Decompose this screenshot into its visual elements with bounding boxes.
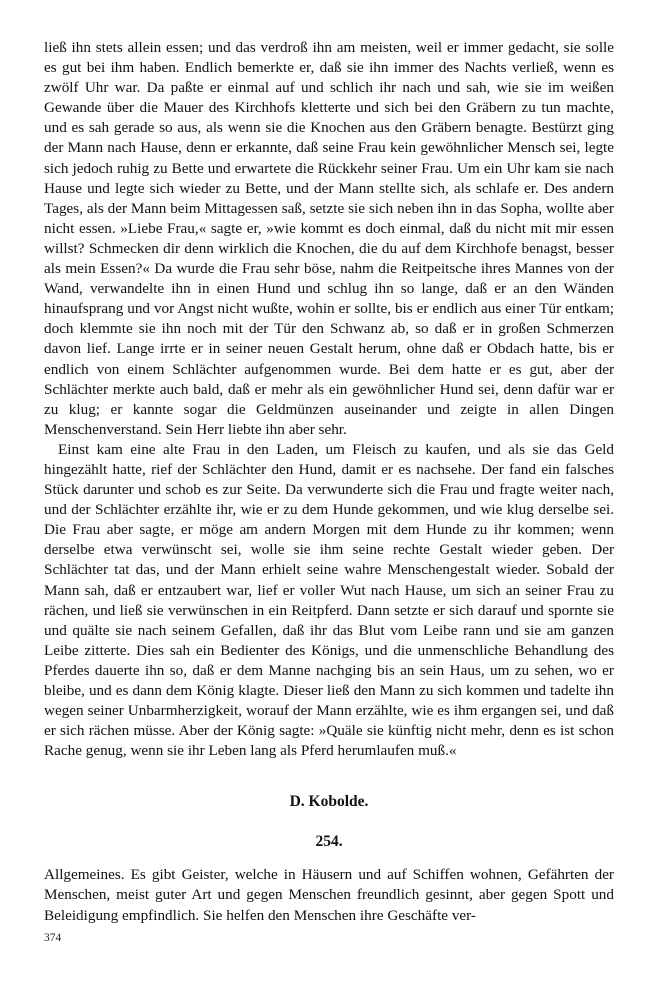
section-heading: D. Kobolde.: [289, 793, 369, 811]
paragraph-butcher: Einst kam eine alte Frau in den Laden, um Fleisch zu kaufen, und als sie das Geld hingezählt hatte, rief der Schlächter den Hund, damit er es nachsehe. Der fand ein falsches Stück darunter und schob es zur Seite. Da verwunderte sich die Frau und fragte weiter nach, und der Schlächter erzählte ihr, wie er zu dem Hunde gekommen, und wie klug derselbe sei. Die Frau aber sagte, er möge am andern Morgen mit dem Hunde zu ihr kommen; wenn derselbe etwa verwünscht sei, wolle sie ihm seine rechte Gestalt wieder geben. Der Schlächter tat das, und der Mann erhielt seine wahre Menschengestalt wieder. Sobald der Mann sah, daß er entzaubert war, lief er voller Wut nach Hause, um sich an seiner Frau zu rächen, und ließ sie verwünschen in ein Reitpferd. Dann setzte er sich darauf und spornte sie und quälte sie nach seinem Gefallen, daß ihr das Blut vom Leibe rann und sie am ganzen Leibe zitterte. Dies sah ein Bedienter des Königs, und die unmenschliche Behandlung des Pferdes dauerte ihn so, daß er dem Manne nachging bis an sein Haus, um zu sehen, wo er bleibe, und es dann dem König klagte. Dieser ließ den Mann zu sich kommen und tadelte ihn wegen seiner Unbarmherzigkeit, worauf der Mann erzählte, wie es ihm ergangen sei, und daß er sich rächen müsse. Aber der König sagte: »Quäle sie künftig nicht mehr, denn es ist schon Rache genug, wenn sie ihr Leben lang als Pferd herumlaufen muß.«: [44, 440, 614, 760]
page-number: 374: [44, 932, 62, 944]
paragraph-continuation: ließ ihn stets allein essen; und das verdroß ihn am meisten, weil er immer gedacht, sie solle es gut bei ihm haben. Endlich bemerkte er, daß sie ihn immer des Nachts verließ, wenn es zwölf Uhr war. Da paßte er einmal auf und schlich ihr nach und sah, wie sie im weißen Gewande über die Mauer des Kirchhofs kletterte und sich bei den Gräbern zu tun machte, und es sah gerade so aus, als wenn sie die Knochen aus den Gräbern benagte. Bestürzt ging der Mann nach Hause, denn er erkannte, daß seine Frau kein gewöhnlicher Mensch sei, legte sich jedoch ruhig zu Bette und erwartete die Rückkehr seiner Frau. Um ein Uhr kam sie nach Hause und legte sich wieder zu Bette, und der Mann stellte sich, als schlafe er. Des andern Tages, als der Mann beim Mittagessen saß, setzte sie sich neben ihn in das Sopha, wollte aber nicht essen. »Liebe Frau,« sagte er, »wie kommt es doch einmal, daß du nicht mit mir essen willst? Schmecken dir denn wirklich die Knochen, die du auf dem Kirchhofe benagst, besser als mein Essen?« Da wurde die Frau sehr böse, nahm die Reitpeitsche ihres Mannes von der Wand, verwandelte ihn in einen Hund und schlug ihn so lange, daß er an den Wänden hinaufsprang und vor Angst nicht wußte, wohin er sollte, bis er endlich aus einer Tür entkam; doch klemmte sie ihn noch mit der Tür den Schwanz ab, so daß er in großen Schmerzen davon lief. Lange irrte er in seiner neuen Gestalt herum, ohne daß er Obdach hatte, bis er endlich von einem Schlächter aufgenommen wurde. Bei dem hatte er es gut, aber der Schlächter merkte auch bald, daß er mehr als ein gewöhnlicher Hund sei, denn dafür war er zu klug; er kannte sogar die Geldmünzen auseinander und zeigte in allen Dingen Menschenverstand. Sein Herr liebte ihn aber sehr.: [44, 39, 614, 438]
story-number: 254.: [315, 833, 343, 851]
page-body: [44, 38, 614, 926]
paragraph-kobolde-intro: Allgemeines. Es gibt Geister, welche in Häusern und auf Schiffen wohnen, Gefährten der Menschen, meist guter Art und gegen Menschen freundlich gesinnt, aber gegen Spott und Beleidigung empfindlich. Sie helfen den Menschen ihre Geschäfte ver-: [44, 866, 614, 924]
